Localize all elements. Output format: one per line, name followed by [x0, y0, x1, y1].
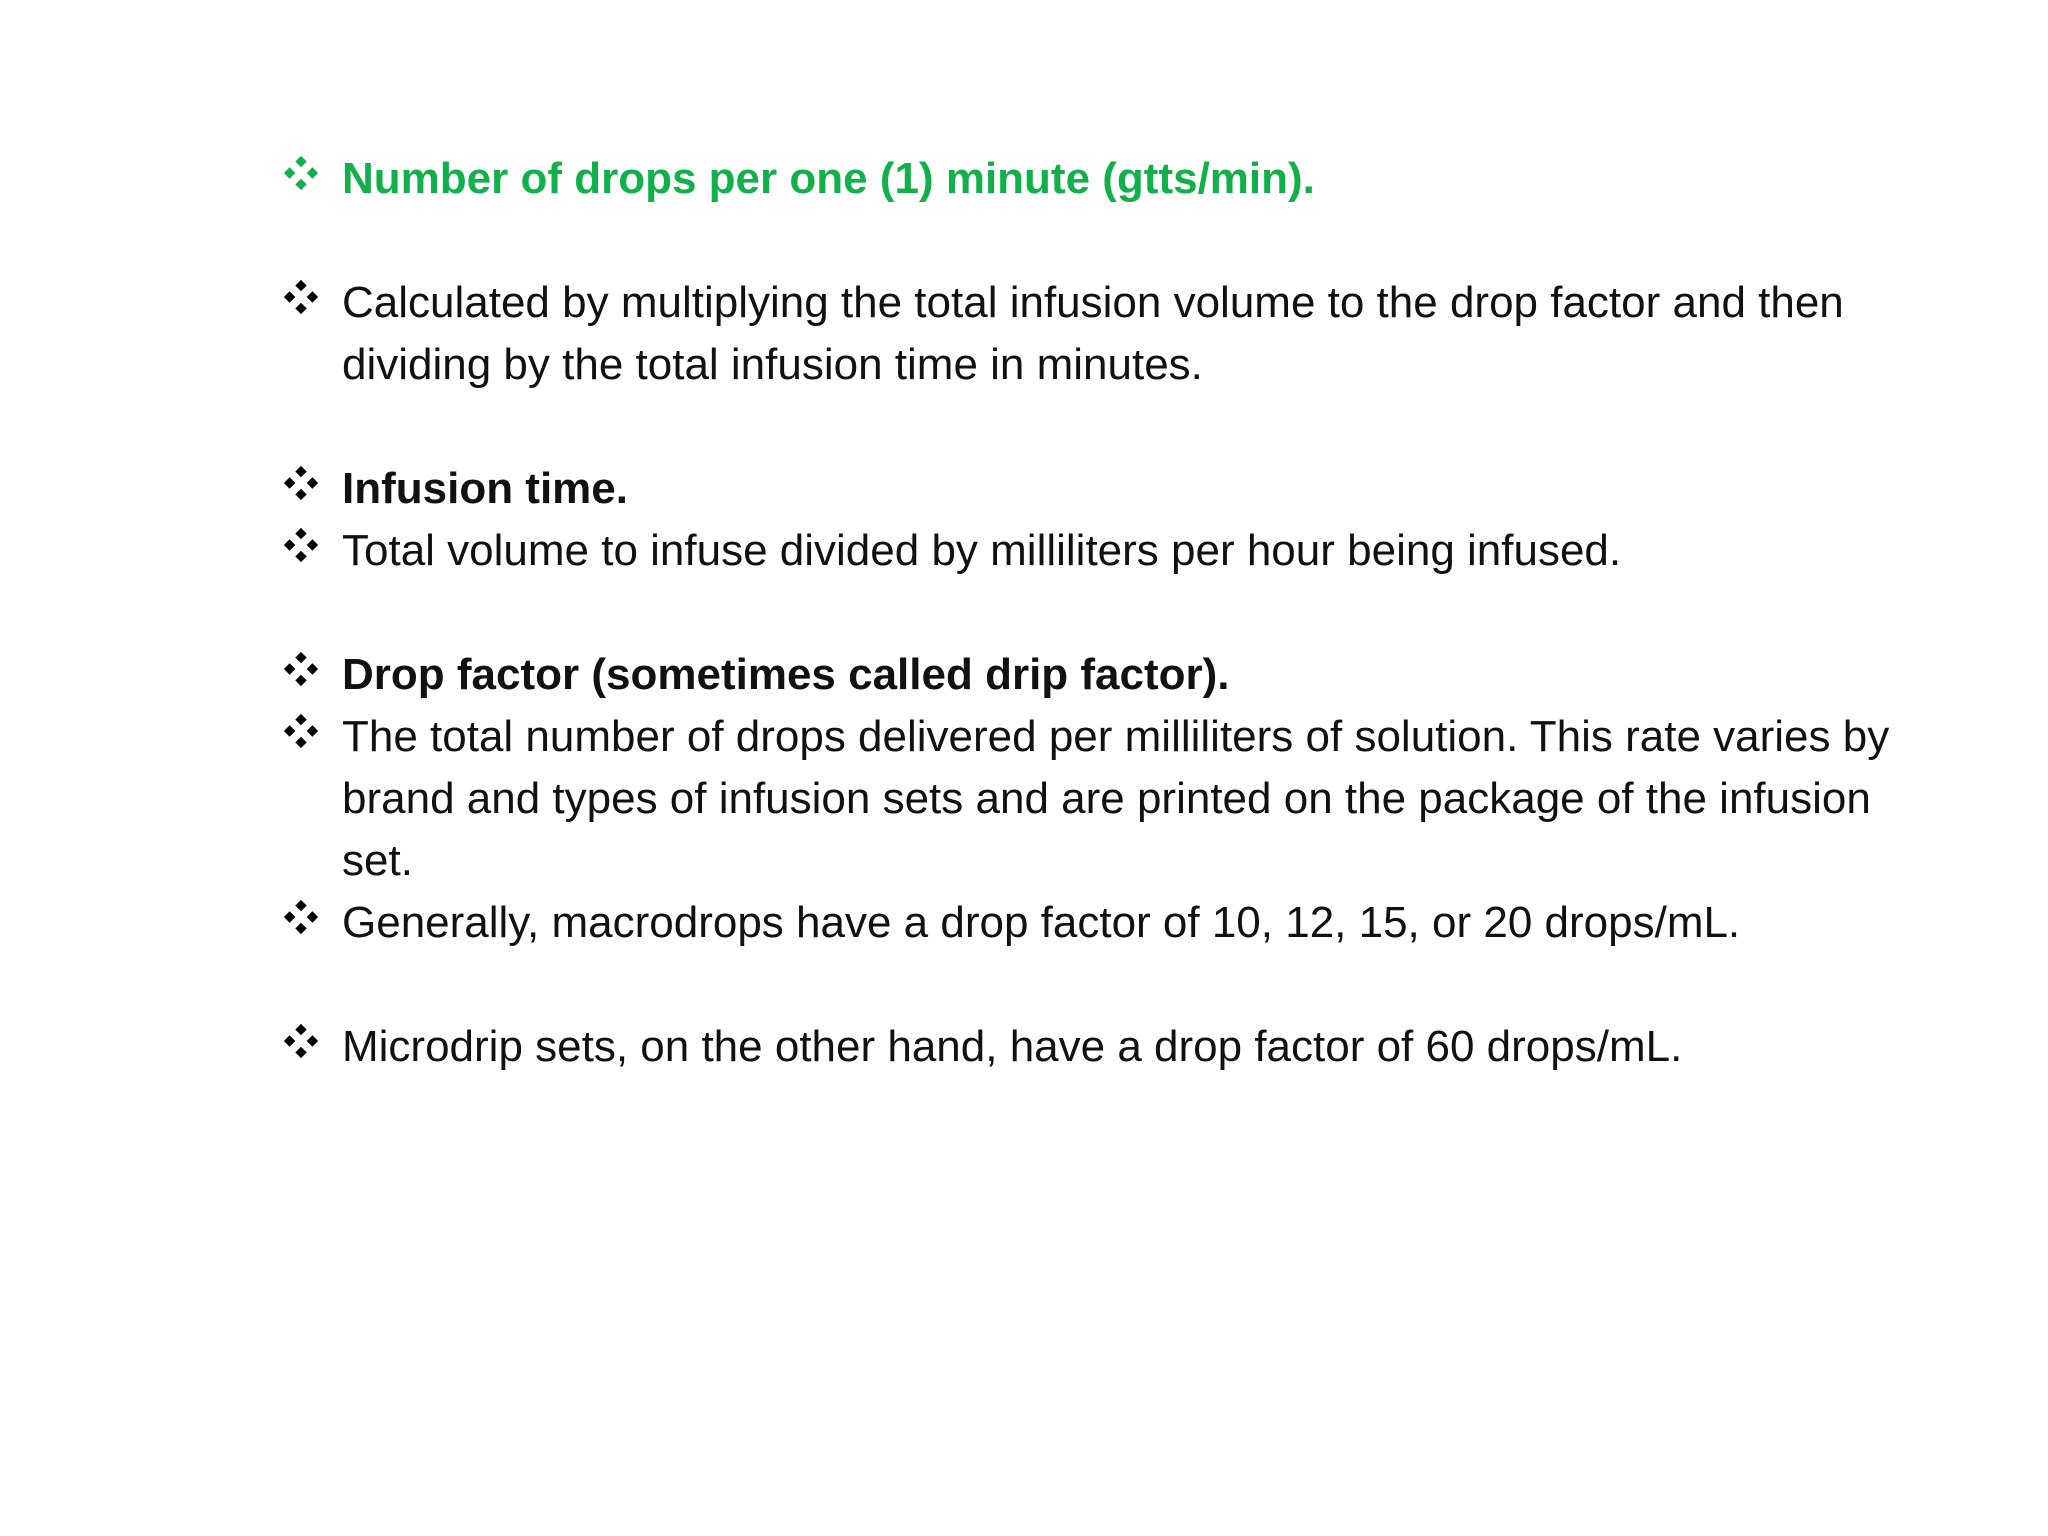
- list-item: [280, 520, 1900, 582]
- list-item: [280, 458, 1900, 520]
- four-diamond-bullet-icon: [280, 272, 342, 334]
- bullet-list: [280, 148, 1900, 1078]
- item-text: Total volume to infuse divided by milliliters per hour being infused.: [342, 526, 1622, 575]
- four-diamond-bullet-icon: [280, 148, 342, 210]
- four-diamond-bullet-icon: [280, 458, 342, 520]
- list-item: [280, 706, 1900, 892]
- item-text: Infusion time.: [342, 464, 628, 513]
- list-item: [280, 148, 1900, 210]
- four-diamond-bullet-icon: [280, 892, 342, 954]
- four-diamond-bullet-icon: [280, 706, 342, 768]
- item-text: Generally, macrodrops have a drop factor of 10, 12, 15, or 20 drops/mL.: [342, 898, 1741, 947]
- item-text: Calculated by multiplying the total infusion volume to the drop factor and then dividing by the total infusion time in minutes.: [342, 278, 1844, 389]
- list-item: [280, 892, 1900, 954]
- item-text: Drop factor (sometimes called drip factor).: [342, 650, 1230, 699]
- four-diamond-bullet-icon: [280, 1016, 342, 1078]
- list-item: [280, 1016, 1900, 1078]
- four-diamond-bullet-icon: [280, 644, 342, 706]
- item-text: Microdrip sets, on the other hand, have a drop factor of 60 drops/mL.: [342, 1022, 1683, 1071]
- list-item: [280, 644, 1900, 706]
- item-text: Number of drops per one (1) minute (gtts/min).: [342, 154, 1315, 203]
- four-diamond-bullet-icon: [280, 520, 342, 582]
- list-item: [280, 272, 1900, 396]
- item-text: The total number of drops delivered per milliliters of solution. This rate varies by brand and types of infusion sets and are printed on the package of the infusion set.: [342, 712, 1890, 885]
